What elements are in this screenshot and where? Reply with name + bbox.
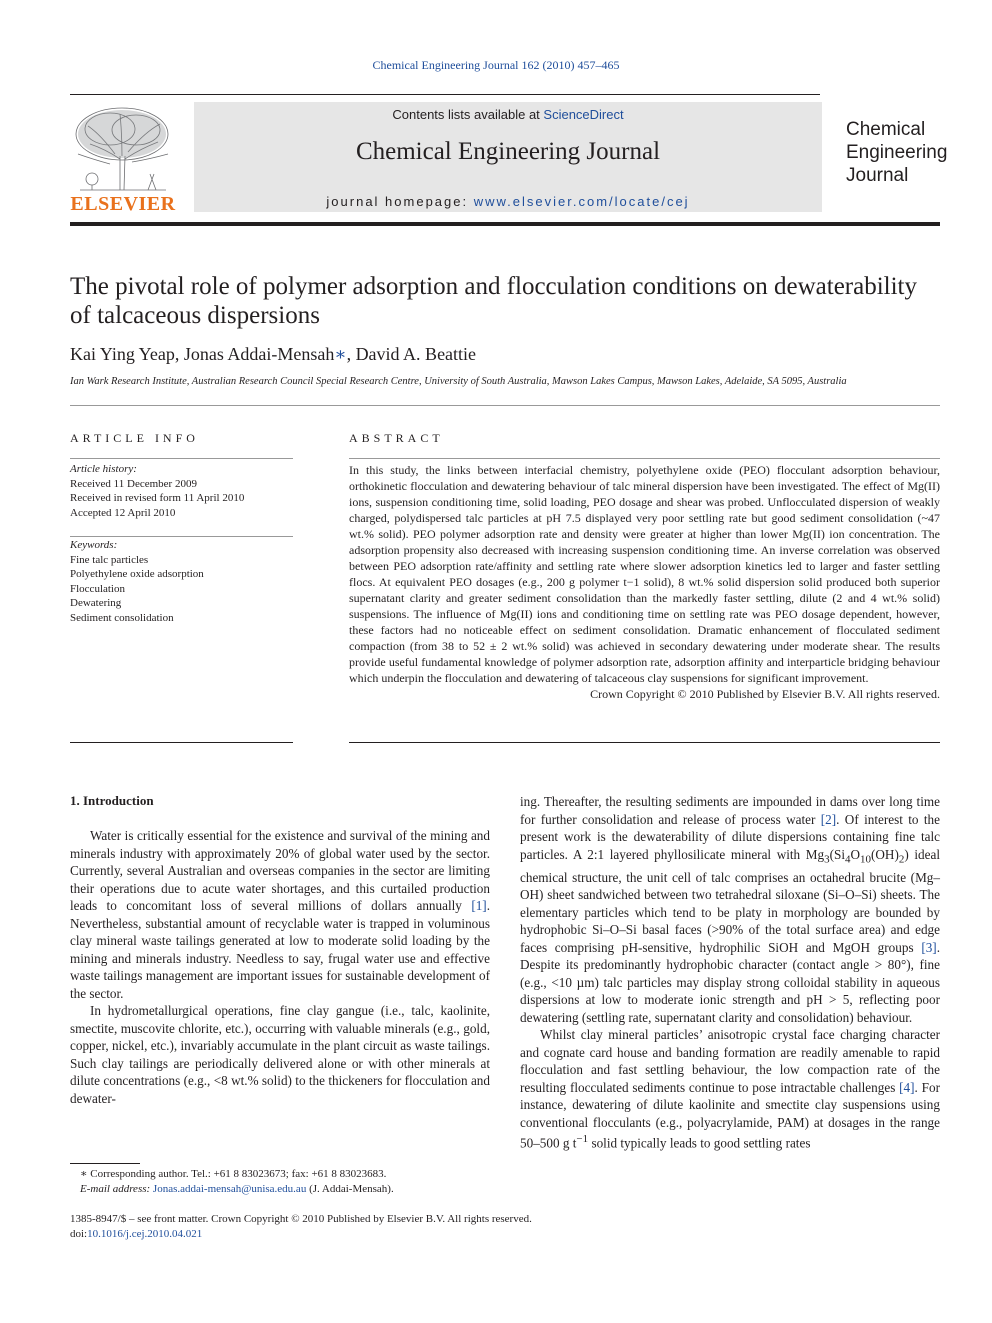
subscript: 2 <box>898 853 905 866</box>
contents-prefix: Contents lists available at <box>392 107 544 122</box>
abstract-bottom-rule <box>349 742 940 743</box>
cover-line-3: Journal <box>846 165 909 186</box>
paragraph <box>520 793 940 1026</box>
footnote-corresponding: ∗ Corresponding author. Tel.: +61 8 83023673; fax: +61 8 83023683. <box>80 1168 387 1180</box>
paragraph-text: Whilst clay mineral particles’ anisotropic crystal face charging character and cognate card house and banding formation are readily amenable to rapid flocculation and fast settling behaviour, the low compaction rate of the resulting flocculated sediments continue to pose intractable challenges <box>520 1027 940 1095</box>
doi-line <box>70 1227 670 1242</box>
contents-line <box>194 107 822 122</box>
cover-line-1: Chemical <box>846 119 926 140</box>
keywords-label: Keywords: <box>70 539 118 551</box>
subscript: 4 <box>844 853 851 866</box>
paragraph-text: (OH) <box>871 846 899 862</box>
abstract-rule <box>349 458 940 459</box>
paragraph-text: . Nevertheless, substantial amount of recyclable water is trapped in voluminous clay mineral waste tailings generated at low to moderate solid loading by the mining and minerals industry. Needless to say, frugal water use and effective waste tailings management are important issues for sustainable development of the sector. <box>70 898 490 1001</box>
journal-citation[interactable]: Chemical Engineering Journal 162 (2010) 457–465 <box>372 58 620 72</box>
doi-link[interactable]: 10.1016/j.cej.2010.04.021 <box>87 1228 203 1240</box>
elsevier-logo[interactable] <box>70 104 176 216</box>
abstract-text: In this study, the links between interfacial chemistry, polyethylene oxide (PEO) flocculant adsorption behaviour, orthokinetic flocculation and dewatering behaviour of talc mineral dispersion have been investigated. The effect of Mg(II) ions, suspension conditioning time, solid loading, PEO dosage and shear was probed. Unflocculated dispersion of weakly charged, polydispersed talc particles at pH 7.5 displayed very poor settling rate but good sediment consolidation (~47 wt.% solid). PEO polymer adsorption rate and density were greater at higher than lower Mg(II) ion concentration. The adsorption propensity also decreased with increasing suspension conditioning time. An inverse correlation was observed between PEO adsorption rate/affinity and settling rate where slower adsorption kinetics led to larger and faster settling flocs. At equivalent PEO dosages (e.g., 200 g polymer t−1 solid), 8 wt.% solid dispersion solid produced both superior supernatant clarity and greater sediment consolidation than the markedly faster settling, dilute (2 and 4 wt.% solid) suspensions. The influence of Mg(II) ions and conditioning time on settling rate was PEO dosage dependent, however, these factors had no noticeable effect on sediment consolidation. Dramatic enhancement of flocculated sediment compaction (from 38 to 52 ± 2 wt.% solid) was achieved in secondary dewatering under moderate shear. The results provide useful fundamental knowledge of polymer adsorption rate, adsorption affinity and interparticle bridging behaviour which underpin the flocculation and dewatering of talcaceous clay suspensions for significant improvement. <box>349 463 940 685</box>
front-matter-notice <box>70 1212 670 1242</box>
reference-link[interactable]: [2] <box>820 811 837 827</box>
footnote-rule <box>70 1163 140 1164</box>
article-history <box>70 462 293 520</box>
email-suffix: (J. Addai-Mensah). <box>306 1183 394 1195</box>
journal-banner <box>194 102 822 212</box>
keywords-rule <box>70 536 293 537</box>
history-label: Article history: <box>70 463 137 475</box>
footnote <box>70 1167 490 1197</box>
history-revised: Received in revised form 11 April 2010 <box>70 492 245 504</box>
keywords <box>70 538 293 625</box>
paragraph-text: O <box>850 846 861 862</box>
article-info-heading: ARTICLE INFO <box>70 431 199 445</box>
paragraph-text: . For instance, dewatering of dilute kaolinite and smectite clay suspensions using conventional flocculants (e.g., polyacrylamide, PAM) at dosages in the range 50–500 g t <box>520 1079 940 1151</box>
header-heavy-rule <box>70 222 940 226</box>
reference-link[interactable]: [4] <box>899 1079 915 1095</box>
paragraph-text: ing. Thereafter, the resulting sediments are impounded in dams over long time for further consolidation and release of process water <box>520 794 940 827</box>
keyword-item: Polyethylene oxide adsorption <box>70 568 204 580</box>
paragraph-text: solid typically leads to good settling rates <box>588 1135 811 1151</box>
footnote-email-line <box>70 1182 490 1197</box>
author-1: Kai Ying Yeap, <box>70 344 184 364</box>
subscript: 3 <box>824 853 830 866</box>
article-info-bottom-rule <box>70 742 293 743</box>
affiliation: Ian Wark Research Institute, Australian Research Council Special Research Centre, University of South Australia, Mawson Lakes Campus, Mawson Lakes, Adelaide, SA 5095, Australia <box>70 376 847 387</box>
author-3: , David A. Beattie <box>346 344 477 364</box>
article-info-rule <box>70 458 293 459</box>
doi-prefix: doi: <box>70 1228 88 1240</box>
reference-link[interactable]: [3] <box>921 939 937 955</box>
superscript: −1 <box>576 1133 589 1146</box>
section-divider <box>70 405 940 406</box>
elsevier-wordmark: ELSEVIER <box>70 193 176 215</box>
cover-line-2: Engineering <box>846 142 948 163</box>
author-2: Jonas Addai-Mensah <box>183 344 335 364</box>
homepage-link[interactable]: www.elsevier.com/locate/cej <box>473 194 690 209</box>
email-link[interactable]: Jonas.addai-mensah@unisa.edu.au <box>152 1183 307 1195</box>
keyword-item: Dewatering <box>70 597 122 609</box>
keyword-item: Flocculation <box>70 582 125 595</box>
paragraph <box>520 1026 940 1152</box>
body-column-right <box>520 793 940 1152</box>
corresponding-author-mark[interactable]: ∗ <box>334 344 347 364</box>
paragraph-text: Water is critically essential for the existence and survival of the mining and minerals industry with approximately 20% of global water used by the sector. Currently, several Australian and overseas companies in the sector are limiting their operations due to acute water shortages, and this curtailed production leads to concomitant loss of several millions of dollars annually <box>70 828 490 913</box>
body-column-left <box>70 827 490 1107</box>
keyword-item: Sediment consolidation <box>70 611 174 624</box>
abstract-heading: ABSTRACT <box>349 431 444 445</box>
paragraph-text: . Of interest to the present work is the dewaterability of dilute dispersions containing fine talc particles. A 2:1 layered phyllosilicate mineral with Mg <box>520 811 940 862</box>
homepage-line <box>194 194 822 209</box>
abstract-body <box>349 462 940 702</box>
author-list <box>70 344 940 365</box>
paragraph <box>70 827 490 1002</box>
elsevier-tree-icon <box>70 104 176 192</box>
paragraph-text: In hydrometallurgical operations, fine clay gangue (i.e., talc, kaolinite, smectite, muscovite chlorite, etc.), occurring with valuable minerals (e.g., gold, copper, nickel, etc.), invariably accumulate in the plant circuit as waste tailings. Such clay tailings are periodically delivered alone or with other minerals at dilute concentrations (e.g., <8 wt.% solid) to the thickeners for flocculation and dewater- <box>70 1003 490 1106</box>
paragraph <box>70 1002 490 1107</box>
reference-link[interactable]: [1] <box>471 898 487 913</box>
issn-line: 1385-8947/$ – see front matter. Crown Copyright © 2010 Published by Elsevier B.V. All rights reserved. <box>70 1213 532 1225</box>
header-top-rule <box>70 94 820 95</box>
sciencedirect-link[interactable]: ScienceDirect <box>543 107 624 122</box>
keyword-item: Fine talc particles <box>70 553 149 566</box>
journal-cover-title[interactable] <box>846 118 956 187</box>
journal-name: Chemical Engineering Journal <box>355 138 661 165</box>
abstract-copyright: Crown Copyright © 2010 Published by Elsevier B.V. All rights reserved. <box>590 687 940 701</box>
paragraph-text: (Si <box>829 846 845 862</box>
subscript: 10 <box>860 853 872 866</box>
paragraph-text: ) ideal chemical structure, the unit cell of talc comprises an octahedral brucite (Mg–OH) sheet sandwiched between two tetrahedral siloxane (Si–O–Si) sheets. The elementary particles which tend to be platy in morphology are bounded by hydrophobic Si–O–Si basal faces (>90% of the total surface area) and edge faces comprising pH-sensitive, hydrophilic SiOH and MgOH groups <box>520 846 940 955</box>
homepage-prefix: journal homepage: <box>326 194 474 209</box>
paragraph-text: . Despite its predominantly hydrophobic character (contact angle > 80°), fine (e.g., <10 µm) talc particles may display strong colloidal stability in aqueous dispersions at low to moderate ionic strength and pH > 5, reflecting poor dewatering (settling rate, supernatant clarity and consolidation) behaviour. <box>520 939 940 1025</box>
history-accepted: Accepted 12 April 2010 <box>70 506 176 519</box>
email-label: E-mail address: <box>80 1183 153 1195</box>
history-received: Received 11 December 2009 <box>70 477 197 490</box>
article-title: The pivotal role of polymer adsorption and flocculation conditions on dewaterability of talcaceous dispersions <box>70 273 917 329</box>
introduction-heading: 1. Introduction <box>70 793 154 808</box>
